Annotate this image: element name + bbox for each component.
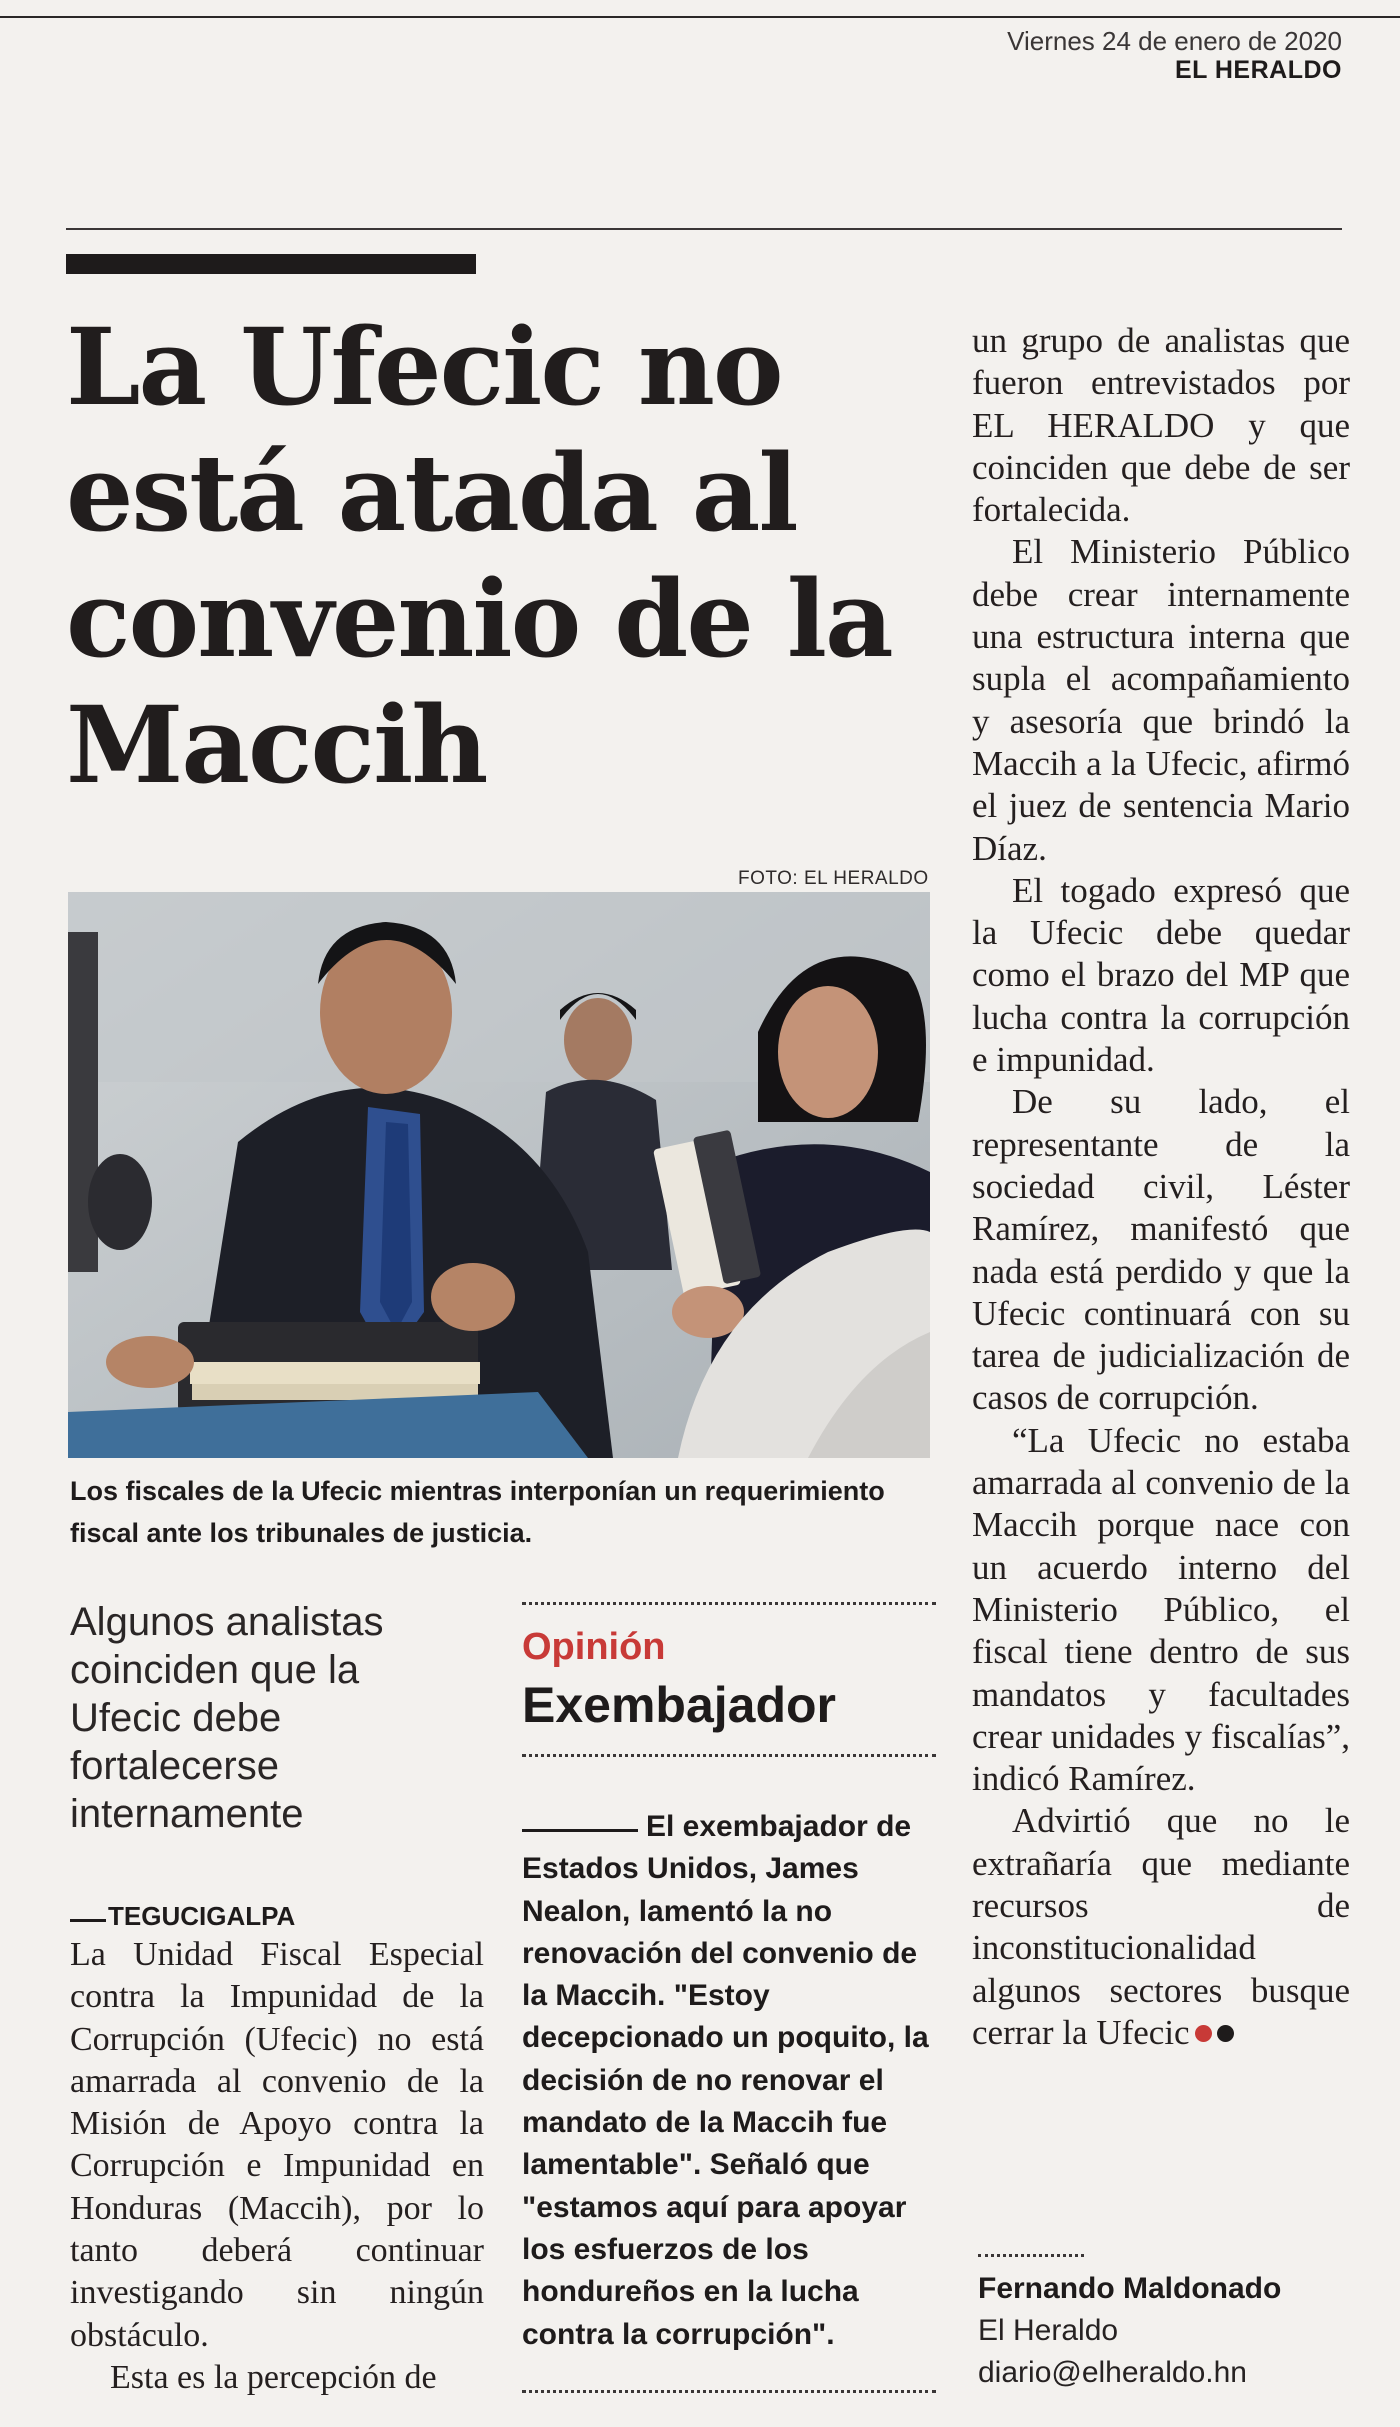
issue-date: Viernes 24 de enero de 2020 [1007, 26, 1342, 56]
photo-caption: Los fiscales de la Ufecic mientras interponían un requerimiento fiscal ante los tribunales de justicia. [70, 1476, 885, 1548]
photo-illustration [68, 892, 930, 1458]
opinion-text: El exembajador de Estados Unidos, James Nealon, lamentó la no renovación del convenio de la Maccih. "Estoy decepcionado un poquito, la decisión de no renovar el mandato de la Maccih fue lamentable". Señaló que "estamos aquí para apoyar los esfuerzos de los hondureños en la lucha contra la corrupción". [522, 1810, 929, 2351]
paragraph: El togado expresó que la Ufecic debe quedar como el brazo del MP que lucha contra la corrupción e impunidad. [972, 870, 1350, 1080]
dateline-text: TEGUCIGALPA [108, 1901, 296, 1931]
headline: La Ufecic no está atada al convenio de la Maccih [66, 304, 892, 807]
opinion-body [522, 1806, 934, 2356]
end-mark-red-dot-icon [1195, 2025, 1212, 2042]
dateline-dash [70, 1919, 106, 1922]
paragraph: El Ministerio Público debe crear internamente una estructura interna que supla el acompañamiento y asesoría que brindó la Maccih a la Ufecic, afirmó el juez de sentencia Mario Díaz. [972, 532, 1350, 868]
section-rule [66, 228, 1342, 230]
author-name: Fernando Maldonado [978, 2272, 1282, 2305]
article-column-1 [70, 1898, 484, 2399]
paragraph: La Unidad Fiscal Especial contra la Impunidad de la Corrupción (Ufecic) no está amarrada al convenio de la Misión de Apoyo contra la Corrupción e Impunidad en Honduras (Maccih), por lo tanto deberá continuar investigando sin ningún obstáculo. [70, 1936, 484, 2354]
opinion-dash [522, 1829, 638, 1832]
author-signature [978, 2268, 1338, 2394]
opinion-top-dotted-rule [522, 1602, 936, 1605]
header-rule [0, 16, 1400, 18]
photo-credit: FOTO: EL HERALDO [738, 868, 929, 889]
paragraph-final [972, 1800, 1350, 2054]
opinion-label: Opinión [522, 1626, 666, 1668]
opinion-title: Exembajador [522, 1677, 837, 1733]
paragraph: Esta es la percepción de [110, 2358, 437, 2396]
paragraph: De su lado, el representante de la sociedad civil, Léster Ramírez, manifestó que nada está perdido y que la Ufecic continuará con su tarea de judicialización de casos de corrupción. [972, 1082, 1350, 1418]
author-organization: El Heraldo [978, 2314, 1119, 2347]
opinion-bottom-dotted-rule [522, 2390, 936, 2393]
paragraph-text: Advirtió que no le extrañaría que mediante recursos de inconstitucionalidad algunos sectores busque cerrar la Ufecic [972, 1801, 1350, 2052]
news-photo [68, 892, 930, 1458]
paragraph: “La Ufecic no estaba amarrada al convenio de la Maccih porque nace con un acuerdo interno del Ministerio Público, el fiscal tiene dentro de sus mandatos y facultades crear unidades y fiscalías”, indicó Ramírez. [972, 1420, 1350, 1799]
dateline [70, 1898, 484, 1934]
headline-kicker-bar [66, 254, 476, 274]
author-email: diario@elheraldo.hn [978, 2356, 1247, 2389]
paragraph: un grupo de analistas que fueron entrevistados por EL HERALDO y que coinciden que debe de ser fortalecida. [972, 321, 1350, 530]
opinion-middle-dotted-rule [522, 1754, 936, 1757]
signature-dotted-rule [978, 2254, 1084, 2257]
end-mark-black-dot-icon [1217, 2025, 1234, 2042]
deck-subheadline: Algunos analistas coinciden que la Ufecic debe fortalecerse internamente [70, 1600, 384, 1836]
newspaper-name: EL HERALDO [1174, 56, 1342, 84]
article-column-3 [972, 320, 1350, 2054]
